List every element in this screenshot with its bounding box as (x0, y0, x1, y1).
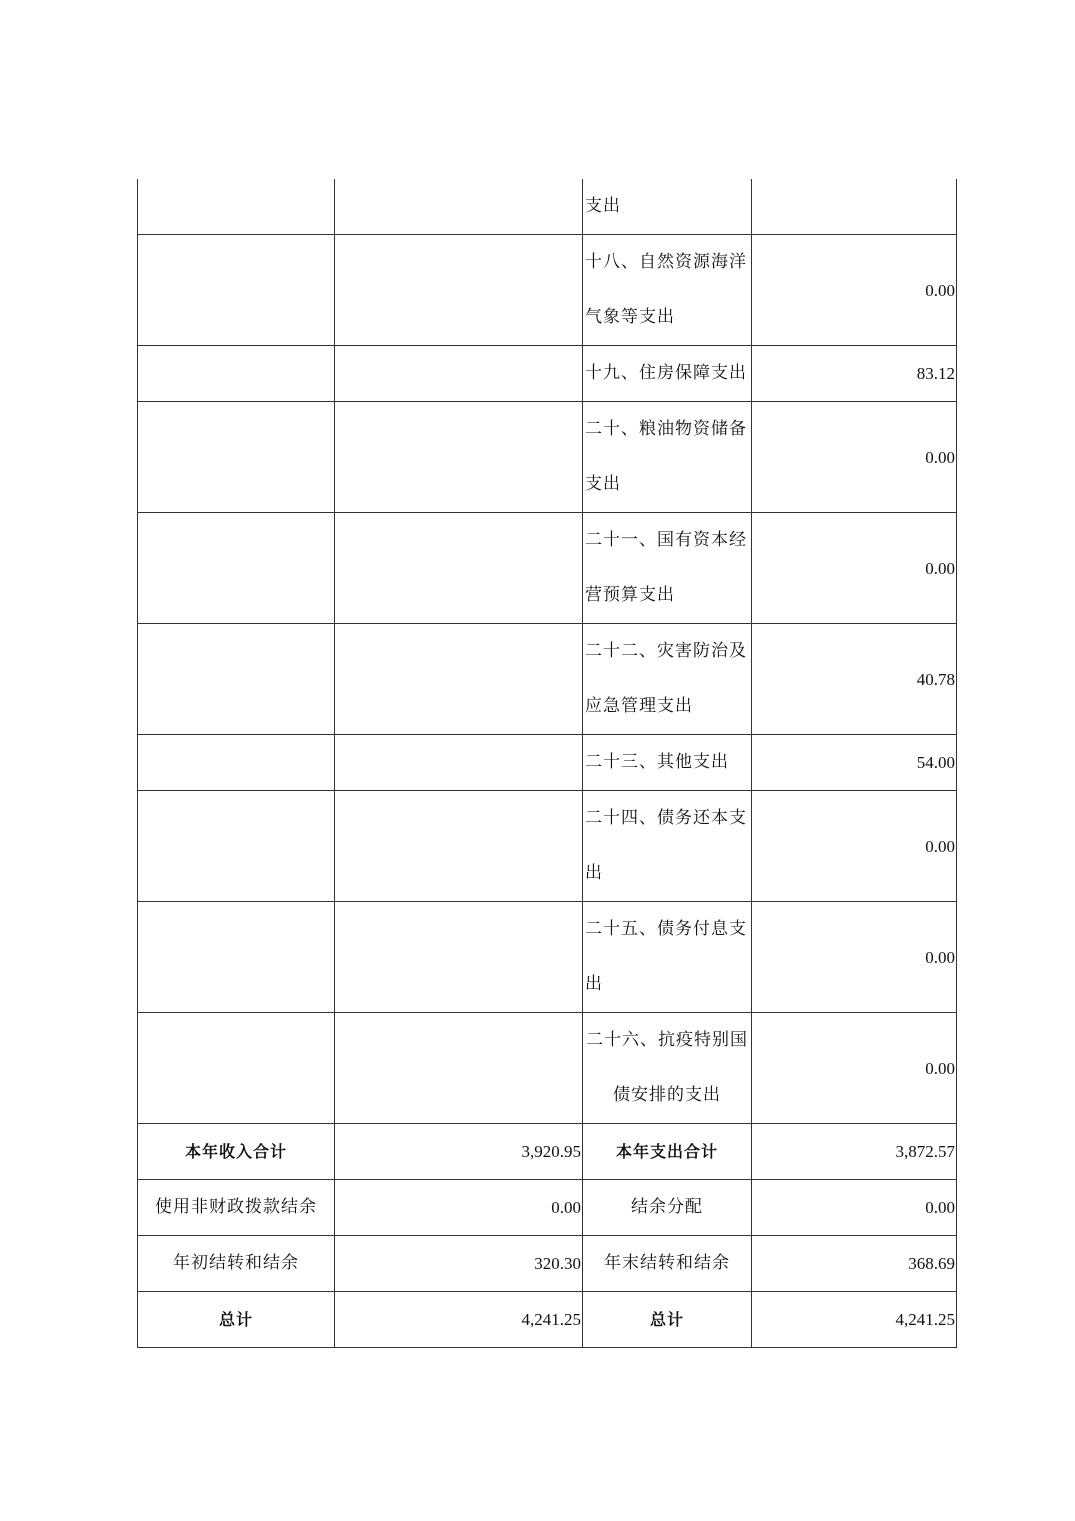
table-row (138, 735, 957, 791)
expense-item-cell: 十九、住房保障支出 (583, 346, 752, 402)
expense-value-cell: 83.12 (752, 346, 957, 402)
expense-item-cell: 支出 (583, 179, 752, 235)
expense-value-cell (752, 179, 957, 235)
expense-summary-value: 368.69 (752, 1236, 957, 1292)
expense-item-cell: 二十、粮油物资储备支出 (583, 402, 752, 513)
expense-value-cell: 0.00 (752, 235, 957, 346)
budget-table (137, 179, 957, 1348)
table-row (138, 235, 957, 346)
income-value-cell (335, 791, 583, 902)
expense-item-cell: 二十二、灾害防治及应急管理支出 (583, 624, 752, 735)
expense-grand-total-label: 总计 (583, 1292, 752, 1348)
expense-summary-value: 0.00 (752, 1180, 957, 1236)
income-item-cell (138, 235, 335, 346)
expense-value-cell: 54.00 (752, 735, 957, 791)
income-value-cell (335, 179, 583, 235)
income-item-cell (138, 179, 335, 235)
expense-value-cell: 0.00 (752, 402, 957, 513)
expense-grand-total-value: 4,241.25 (752, 1292, 957, 1348)
expense-value-cell: 0.00 (752, 791, 957, 902)
income-item-cell (138, 902, 335, 1013)
income-value-cell (335, 235, 583, 346)
table-row (138, 624, 957, 735)
income-grand-total-value: 4,241.25 (335, 1292, 583, 1348)
income-value-cell (335, 735, 583, 791)
table-row (138, 179, 957, 235)
table-row (138, 346, 957, 402)
income-item-cell (138, 735, 335, 791)
expense-total-label: 本年支出合计 (583, 1124, 752, 1180)
income-item-cell (138, 402, 335, 513)
income-item-cell (138, 624, 335, 735)
income-grand-total-label: 总计 (138, 1292, 335, 1348)
income-value-cell (335, 513, 583, 624)
income-item-cell (138, 1013, 335, 1124)
expense-item-cell: 二十三、其他支出 (583, 735, 752, 791)
income-summary-value: 0.00 (335, 1180, 583, 1236)
income-summary-value: 320.30 (335, 1236, 583, 1292)
income-value-cell (335, 624, 583, 735)
income-total-label: 本年收入合计 (138, 1124, 335, 1180)
expense-total-value: 3,872.57 (752, 1124, 957, 1180)
summary-row-annual-total (138, 1124, 957, 1180)
income-summary-label: 使用非财政拨款结余 (138, 1180, 335, 1236)
expense-item-cell: 二十四、债务还本支出 (583, 791, 752, 902)
expense-item-cell: 十八、自然资源海洋气象等支出 (583, 235, 752, 346)
expense-value-cell: 0.00 (752, 513, 957, 624)
summary-row-carryover (138, 1236, 957, 1292)
expense-item-cell: 二十六、抗疫特别国债安排的支出 (583, 1013, 752, 1124)
income-value-cell (335, 402, 583, 513)
income-item-cell (138, 791, 335, 902)
expense-item-cell: 二十一、国有资本经营预算支出 (583, 513, 752, 624)
income-item-cell (138, 346, 335, 402)
expense-value-cell: 0.00 (752, 1013, 957, 1124)
table-row (138, 902, 957, 1013)
table-row (138, 402, 957, 513)
income-value-cell (335, 902, 583, 1013)
income-item-cell (138, 513, 335, 624)
summary-row-balance-use (138, 1180, 957, 1236)
income-total-value: 3,920.95 (335, 1124, 583, 1180)
expense-summary-label: 年末结转和结余 (583, 1236, 752, 1292)
income-summary-label: 年初结转和结余 (138, 1236, 335, 1292)
income-value-cell (335, 1013, 583, 1124)
table-row (138, 1013, 957, 1124)
summary-row-grand-total (138, 1292, 957, 1348)
income-value-cell (335, 346, 583, 402)
expense-summary-label: 结余分配 (583, 1180, 752, 1236)
expense-item-cell: 二十五、债务付息支出 (583, 902, 752, 1013)
table-row (138, 513, 957, 624)
expense-value-cell: 0.00 (752, 902, 957, 1013)
table-row (138, 791, 957, 902)
expense-value-cell: 40.78 (752, 624, 957, 735)
